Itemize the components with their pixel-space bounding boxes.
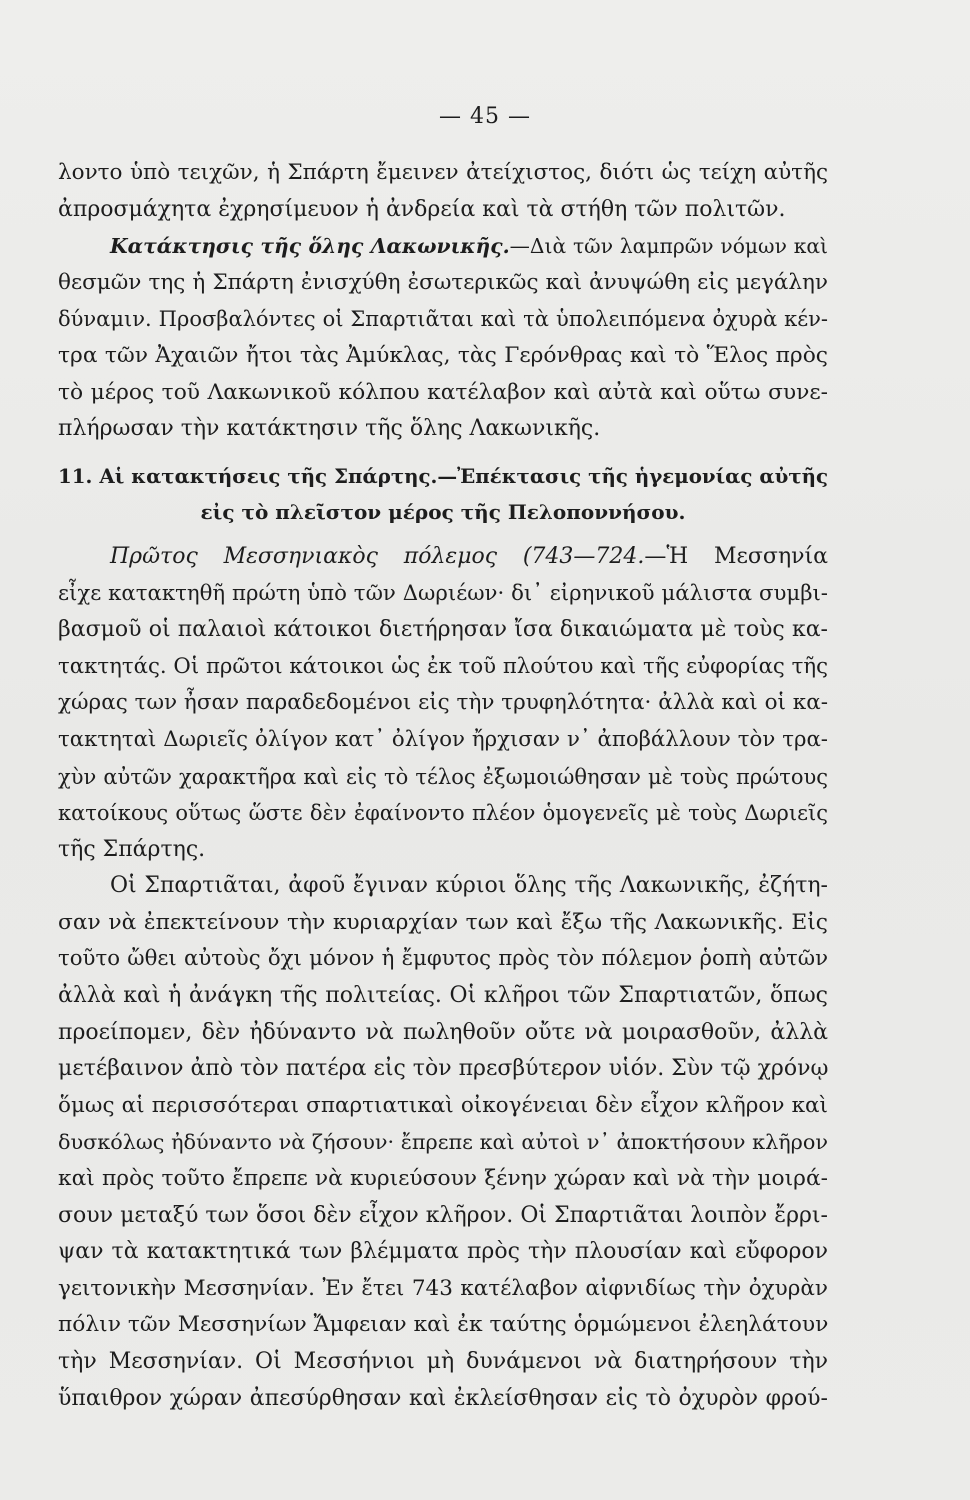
text-line: τὴν Μεσσηνίαν. Οἱ Μεσσήνιοι μὴ δυνάμενοι νὰ διατηρήσουν τὴν (58, 1349, 828, 1374)
text-line: ὅμως αἱ περισσότεραι σπαρτιατικαὶ οἰκογένειαι δὲν εἶχον κλῆρον καὶ (58, 1092, 828, 1118)
page-number: — 45 — (439, 104, 531, 129)
text-line: ἀλλὰ καὶ ἡ ἀνάγκη τῆς πολιτείας. Οἱ κλῆροι τῶν Σπαρτιατῶν, ὅπως (58, 983, 828, 1009)
text-line: χώρας των ἦσαν παραδεδομένοι εἰς τὴν τρυφηλότητα· ἀλλὰ καὶ οἱ κα- (58, 690, 828, 716)
text-line: ὕπαιθρον χώραν ἀπεσύρθησαν καὶ ἐκλείσθησαν εἰς τὸ ὀχυρὸν φρού- (58, 1385, 828, 1411)
text-line: πλήρωσαν τὴν κατάκτησιν τῆς ὅλης Λακωνικῆς. (58, 416, 601, 442)
text-line: δύναμιν. Προσβαλόντες οἱ Σπαρτιᾶται καὶ τὰ ὑπολειπόμενα ὀχυρὰ κέν- (58, 307, 828, 332)
text-line: Οἱ Σπαρτιᾶται, ἀφοῦ ἔγιναν κύριοι ὅλης τῆς Λακωνικῆς, ἐζήτη- (110, 873, 828, 899)
text-line: τοῦτο ὤθει αὐτοὺς ὄχι μόνον ἡ ἔμφυτος πρὸς τὸν πόλεμον ῥοπὴ αὐτῶν (58, 946, 828, 972)
section-heading-cont: εἰς τὸ πλεῖστον μέρος τῆς Πελοποννήσου. (200, 500, 686, 525)
text-line: προείπομεν, δὲν ἠδύναντο νὰ πωληθοῦν οὔτε νὰ μοιρασθοῦν, ἀλλὰ (58, 1019, 828, 1045)
text-line: ψαν τὰ κατακτητικά των βλέμματα πρὸς τὴν πλουσίαν καὶ εὔφορον (58, 1239, 828, 1265)
text-line: καὶ πρὸς τοῦτο ἔπρεπε νὰ κυριεύσουν ξένην χώραν καὶ νὰ τὴν μοιρά- (58, 1166, 828, 1192)
text-line: πόλιν τῶν Μεσσηνίων Ἄμφειαν καὶ ἐκ ταύτης ὁρμώμενοι ἐλεηλάτουν (58, 1312, 829, 1338)
text-line: χὺν αὐτῶν χαρακτῆρα καὶ εἰς τὸ τέλος ἐξωμοιώθησαν μὲ τοὺς πρώτους (58, 764, 828, 789)
paragraph-heading: Πρῶτος Μεσσηνιακὸς πόλεμος (743—724. (110, 543, 645, 569)
text-line: θεσμῶν της ἡ Σπάρτη ἐνισχύθη ἐσωτερικῶς καὶ ἀνυψώθη εἰς μεγάλην (58, 269, 828, 295)
text-line: τακτηταὶ Δωριεῖς ὀλίγον κατ᾽ ὀλίγον ἤρχισαν ν᾽ ἀποβάλλουν τὸν τρα- (58, 726, 828, 752)
text-line: ἀπροσμάχητα ἐχρησίμευον ἡ ἀνδρεία καὶ τὰ στήθη τῶν πολιτῶν. (58, 196, 786, 222)
paragraph-heading-line (58, 539, 828, 576)
section-heading: 11. Αἱ κατακτήσεις τῆς Σπάρτης.—Ἐπέκτασις τῆς ἡγεμονίας αὐτῆς (58, 463, 828, 488)
text-line: λοντο ὑπὸ τειχῶν, ἡ Σπάρτη ἔμεινεν ἀτείχιστος, διότι ὡς τείχη αὐτῆς (58, 160, 828, 185)
text-line: σαν νὰ ἐπεκτείνουν τὴν κυριαρχίαν των καὶ ἔξω τῆς Λακωνικῆς. Εἰς (58, 909, 828, 935)
text-line: εἶχε κατακτηθῆ πρώτη ὑπὸ τῶν Δωριέων· δι᾽ εἰρηνικοῦ μάλιστα συμβι- (58, 580, 828, 606)
text-line: δυσκόλως ἠδύναντο νὰ ζήσουν· ἔπρεπε καὶ αὐτοὶ ν᾽ ἀποκτήσουν κλῆρον (58, 1130, 828, 1155)
body-text (58, 155, 828, 1417)
text-line: μετέβαινον ἀπὸ τὸν πατέρα εἰς τὸν πρεσβύτερον υἱόν. Σὺν τῷ χρόνῳ (58, 1056, 829, 1082)
paragraph-heading: Κατάκτησις τῆς ὅλης Λακωνικῆς. (110, 234, 510, 259)
text-line: τακτητάς. Οἱ πρῶτοι κάτοικοι ὡς ἐκ τοῦ πλούτου καὶ τῆς εὐφορίας τῆς (58, 653, 828, 679)
text-line: σουν μεταξύ των ὅσοι δὲν εἶχον κλῆρον. Οἱ Σπαρτιᾶται λοιπὸν ἔρρι- (58, 1202, 828, 1228)
heading-continuation: —Διὰ τῶν λαμπρῶν νόμων καὶ (509, 234, 828, 259)
paragraph-heading-line (58, 228, 828, 265)
text-line: γειτονικὴν Μεσσηνίαν. Ἐν ἔτει 743 κατέλαβον αἰφνιδίως τὴν ὀχυρὰν (58, 1275, 828, 1301)
heading-continuation: —Ἡ Μεσσηνία (644, 543, 828, 569)
text-line: βασμοῦ οἱ παλαιοὶ κάτοικοι διετήρησαν ἴσα δικαιώματα μὲ τοὺς κα- (58, 617, 828, 643)
text-line: τὸ μέρος τοῦ Λακωνικοῦ κόλπου κατέλαβον καὶ αὐτὰ καὶ οὕτω συνε- (58, 379, 828, 405)
text-line: τρα τῶν Ἀχαιῶν ἤτοι τὰς Ἀμύκλας, τὰς Γερόνθρας καὶ τὸ Ἕλος πρὸς (58, 342, 828, 368)
text-line: κατοίκους οὕτως ὥστε δὲν ἐφαίνοντο πλέον ὁμογενεῖς μὲ τοὺς Δωριεῖς (58, 801, 828, 826)
text-line: τῆς Σπάρτης. (58, 836, 206, 862)
